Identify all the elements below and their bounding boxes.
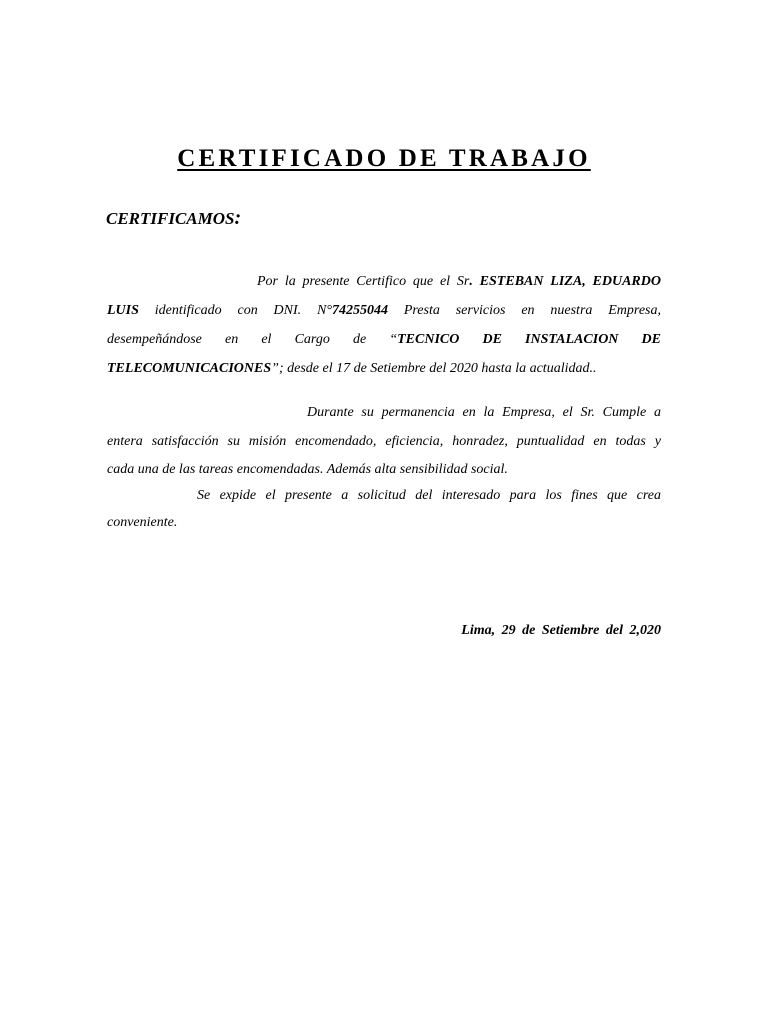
document-title: CERTIFICADO DE TRABAJO [177,145,591,172]
employee-name-part1: . ESTEBAN LIZA, EDUARDO [469,274,661,289]
employee-name-part2: LUIS [107,303,139,318]
paragraph-performance [107,399,661,485]
paragraph3-line2: conveniente. [107,515,178,530]
job-title-part2: TELECOMUNICACIONES [107,361,272,376]
paragraph2-line2: entera satisfacción su misión encomendado, eficiencia, honradez, puntualidad en todas y [107,433,661,449]
certificamos-colon: : [234,207,242,229]
certificamos-heading [106,207,241,230]
paragraph1-intro: Por la presente Certifico que el Sr [257,274,470,289]
cargo-label: desempeñándose en el Cargo de “ [107,332,398,347]
paragraph2-line1: Durante su permanencia en la Empresa, el Sr. Cumple a [307,405,661,420]
date-location: Lima, 29 de Setiembre del 2,020 [461,623,661,638]
paragraph1-line1 [107,267,661,296]
dni-number: 74255044 [331,303,388,318]
job-title-part1: TECNICO DE INSTALACION DE [397,332,661,347]
dni-label: identificado con DNI. N° [138,303,332,318]
certificamos-label: CERTIFICAMOS [106,209,235,228]
paragraph2-line3: cada una de las tareas encomendadas. Además alta sensibilidad social. [107,462,508,477]
employment-dates: ”; desde el 17 de Setiembre del 2020 hasta la actualidad.. [271,361,597,376]
paragraph-certification [107,267,661,383]
paragraph1-line2-rest: Presta servicios en nuestra Empresa, [387,303,662,318]
paragraph-issuance [107,482,661,536]
paragraph1-line4 [107,354,661,383]
paragraph3-line1: Se expide el presente a solicitud del interesado para los fines que crea [197,488,661,503]
paragraph1-line3 [107,325,661,354]
paragraph1-line2 [107,296,661,325]
